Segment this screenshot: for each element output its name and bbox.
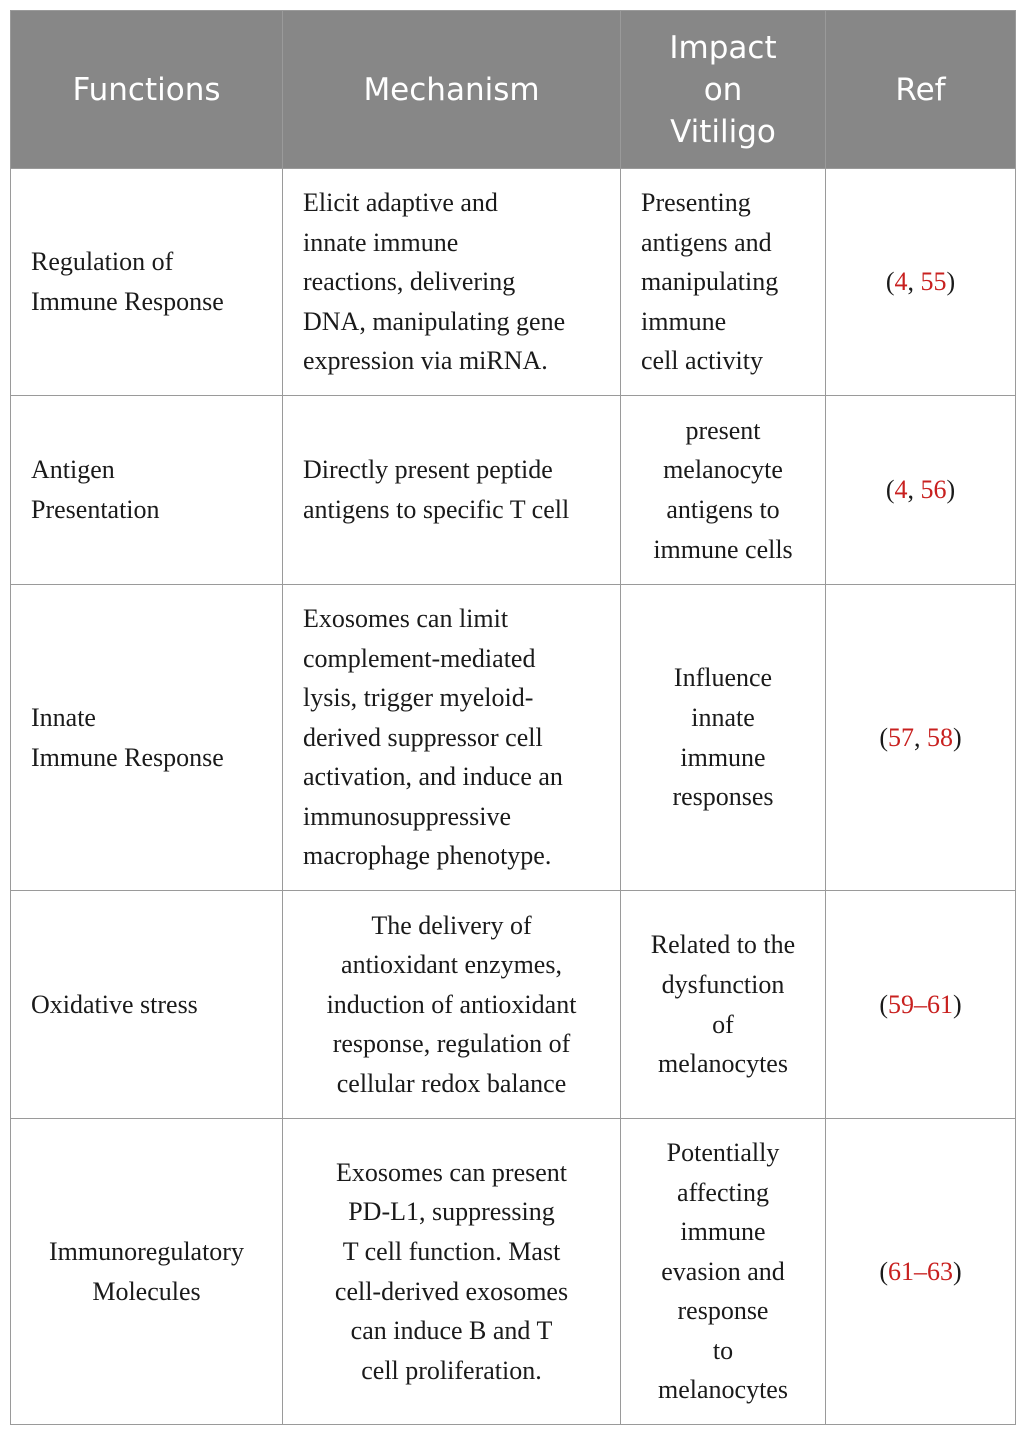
cell-line: melanocytes xyxy=(658,1049,788,1079)
header-impact-line: on xyxy=(703,71,743,108)
cell-line: responses xyxy=(672,782,774,812)
cell-impact xyxy=(621,169,826,396)
cell-mechanism xyxy=(283,585,621,891)
cell-line: immune xyxy=(680,742,766,772)
cell-line: present xyxy=(685,415,761,445)
cell-line: Presenting xyxy=(641,188,751,218)
ref-close: ) xyxy=(953,722,962,752)
citation-link[interactable]: 63 xyxy=(927,1256,953,1286)
cell-mechanism xyxy=(283,169,621,396)
cell-line: Elicit adaptive and xyxy=(303,188,498,218)
citation-link[interactable]: 4 xyxy=(894,267,908,297)
ref-separator: – xyxy=(914,989,927,1019)
ref-close: ) xyxy=(946,475,956,505)
cell-line: derived suppressor cell xyxy=(303,722,543,752)
ref-open: ( xyxy=(879,722,888,752)
cell-ref xyxy=(826,169,1016,396)
cell-line: melanocyte xyxy=(663,455,783,485)
cell-line: lysis, trigger myeloid- xyxy=(303,683,534,713)
cell-line: can induce B and T xyxy=(350,1316,553,1346)
header-ref-line: Ref xyxy=(895,71,946,108)
cell-mechanism xyxy=(283,1119,621,1425)
table-row xyxy=(11,891,1016,1119)
cell-line: innate immune xyxy=(303,227,459,257)
cell-line: antigens to xyxy=(666,495,780,524)
cell-line: Immune Response xyxy=(31,287,224,316)
cell-line: complement-mediated xyxy=(303,643,536,673)
citation-link[interactable]: 58 xyxy=(927,722,953,752)
cell-line: to xyxy=(712,1335,734,1365)
cell-function xyxy=(11,1119,283,1425)
cell-line: cell-derived exosomes xyxy=(334,1276,569,1306)
table-row xyxy=(11,396,1016,585)
cell-line: manipulating xyxy=(641,267,779,297)
cell-mechanism xyxy=(283,396,621,585)
citation-link[interactable]: 59 xyxy=(888,989,914,1019)
cell-ref xyxy=(826,396,1016,585)
cell-line: cell activity xyxy=(641,346,764,376)
table-row xyxy=(11,169,1016,396)
cell-line: macrophage phenotype. xyxy=(303,841,552,871)
cell-ref xyxy=(826,585,1016,891)
cell-line: Related to the xyxy=(650,930,796,960)
cell-line: antioxidant enzymes, xyxy=(341,950,562,980)
ref-open: ( xyxy=(885,267,895,297)
cell-line: immune cells xyxy=(653,534,793,564)
cell-line: The delivery of xyxy=(371,910,532,940)
cell-impact xyxy=(621,396,826,585)
ref-close: ) xyxy=(953,1256,962,1286)
cell-line: Directly present peptide xyxy=(303,455,553,485)
table-row xyxy=(11,1119,1016,1425)
citation-link[interactable]: 61 xyxy=(888,1256,914,1286)
cell-line: Immunoregulatory xyxy=(49,1236,244,1266)
cell-line: Immune Response xyxy=(31,742,224,772)
cell-function xyxy=(11,396,283,585)
cell-line: evasion and xyxy=(661,1256,785,1286)
cell-function xyxy=(11,891,283,1119)
cell-line: reactions, delivering xyxy=(303,267,516,297)
cell-line: immune xyxy=(641,306,727,336)
cell-line: of xyxy=(712,1009,734,1039)
cell-line: T cell function. Mast xyxy=(342,1236,561,1266)
citation-link[interactable]: 57 xyxy=(888,722,914,752)
cell-ref xyxy=(826,1119,1016,1425)
header-ref xyxy=(826,11,1016,169)
ref-open: ( xyxy=(879,989,888,1019)
cell-line: Potentially xyxy=(666,1137,780,1167)
cell-line: Exosomes can present xyxy=(335,1157,568,1187)
header-functions-line: Functions xyxy=(72,71,221,108)
cell-line: Exosomes can limit xyxy=(303,603,509,633)
ref-close: ) xyxy=(953,989,962,1019)
exosome-functions-table xyxy=(10,10,1016,1425)
cell-line: antigens to specific T cell xyxy=(303,495,570,524)
ref-open: ( xyxy=(885,475,895,505)
cell-line: Influence xyxy=(673,663,773,693)
header-functions xyxy=(11,11,283,169)
cell-impact xyxy=(621,1119,826,1425)
header-mechanism-line: Mechanism xyxy=(363,71,540,108)
citation-link[interactable]: 56 xyxy=(920,475,947,505)
cell-line: Antigen xyxy=(31,455,115,485)
cell-line: response xyxy=(677,1296,769,1326)
header-impact-line: Impact xyxy=(669,29,777,66)
citation-link[interactable]: 61 xyxy=(927,989,953,1019)
ref-separator: , xyxy=(907,475,921,505)
ref-close: ) xyxy=(946,267,956,297)
header-impact xyxy=(621,11,826,169)
cell-line: DNA, manipulating gene xyxy=(303,306,566,336)
citation-link[interactable]: 4 xyxy=(894,475,908,505)
cell-line: immunosuppressive xyxy=(303,801,511,831)
header-row xyxy=(11,11,1016,169)
cell-line: cellular redox balance xyxy=(336,1068,567,1098)
cell-line: activation, and induce an xyxy=(303,762,563,792)
citation-link[interactable]: 55 xyxy=(920,267,947,297)
cell-line: Molecules xyxy=(92,1276,201,1306)
ref-separator: , xyxy=(907,267,921,297)
cell-impact xyxy=(621,585,826,891)
ref-separator: , xyxy=(914,722,927,752)
table-container xyxy=(10,10,1016,1425)
cell-line: Regulation of xyxy=(31,247,174,277)
cell-mechanism xyxy=(283,891,621,1119)
cell-line: immune xyxy=(680,1217,766,1247)
cell-function xyxy=(11,169,283,396)
ref-separator: – xyxy=(914,1256,927,1286)
cell-line: cell proliferation. xyxy=(361,1355,542,1385)
cell-line: response, regulation of xyxy=(332,1029,571,1059)
cell-line: melanocytes xyxy=(658,1375,788,1405)
cell-line: Oxidative stress xyxy=(31,989,198,1019)
cell-line: innate xyxy=(691,702,755,732)
cell-line: dysfunction xyxy=(661,969,785,999)
cell-impact xyxy=(621,891,826,1119)
cell-function xyxy=(11,585,283,891)
ref-open: ( xyxy=(879,1256,888,1286)
cell-line: affecting xyxy=(677,1177,769,1207)
cell-line: induction of antioxidant xyxy=(326,989,577,1019)
table-row xyxy=(11,585,1016,891)
cell-line: Innate xyxy=(31,702,96,732)
cell-line: antigens and xyxy=(641,227,772,257)
cell-line: PD-L1, suppressing xyxy=(348,1197,555,1227)
cell-line: expression via miRNA. xyxy=(303,346,548,376)
header-impact-line: Vitiligo xyxy=(670,113,776,150)
cell-line: Presentation xyxy=(31,495,160,524)
header-mechanism xyxy=(283,11,621,169)
cell-ref xyxy=(826,891,1016,1119)
